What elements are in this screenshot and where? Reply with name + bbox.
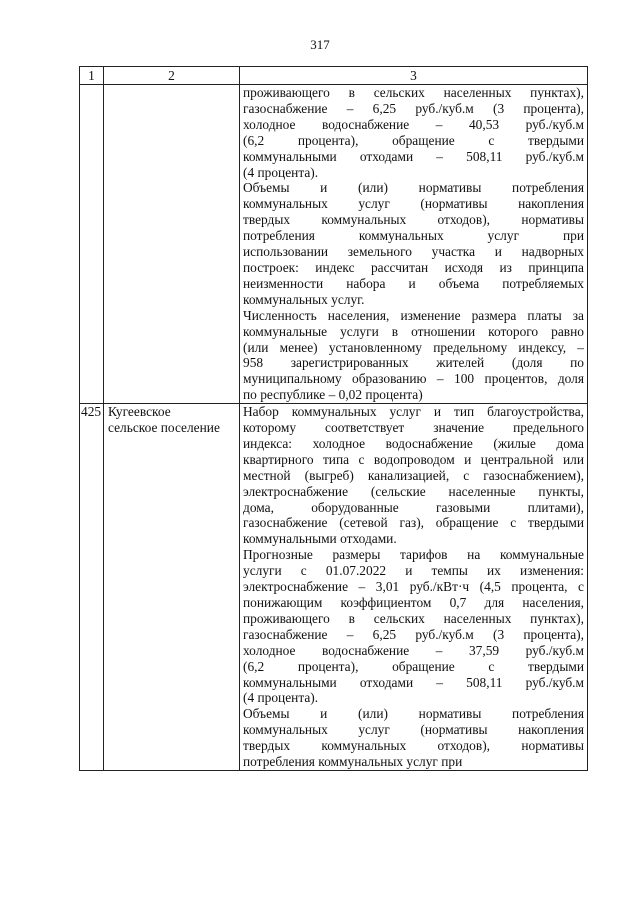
text-line: холодное водоснабжение – 37,59 руб./куб.м <box>243 642 584 658</box>
text-line: холодное водоснабжение – 40,53 руб./куб.м <box>243 116 584 132</box>
text-line: потребления коммунальных услуг при <box>243 228 584 244</box>
text-line: электроснабжение – 3,01 руб./кВт·ч (4,5 процента, с <box>243 579 584 595</box>
text-line: (или менее) установленному предельному индексу, – <box>243 339 584 355</box>
text-line: Объемы и (или) нормативы потребления <box>243 706 584 722</box>
text-line: Численность населения, изменение размера платы за <box>243 307 584 323</box>
text-line: (4 процента). <box>243 164 319 180</box>
text-line: 958 зарегистрированных жителей (доля по <box>243 355 584 371</box>
row-number-cell <box>80 85 104 404</box>
text-line: газоснабжение (сетевой газ), обращение с твердыми <box>243 515 584 531</box>
text-line: муниципальному образованию – 100 процентов, доля <box>243 371 584 387</box>
row-number-cell: 425 <box>80 404 104 771</box>
settlement-name-line: сельское поселение <box>108 420 220 436</box>
text-line: коммунальные услуги в отношении которого равно <box>243 323 584 339</box>
text-line: коммунальных услуг (нормативы накопления <box>243 722 584 738</box>
description-paragraph <box>243 308 584 403</box>
table-body <box>80 85 588 771</box>
settlement-name-cell <box>104 85 240 404</box>
column-header-3: 3 <box>240 67 588 85</box>
column-header-1: 1 <box>80 67 104 85</box>
text-line: коммунальных услуг. <box>243 291 365 307</box>
text-line: понижающим коэффициентом 0,7 для населения, <box>243 595 584 610</box>
page-number: 317 <box>310 37 330 52</box>
table-row <box>80 85 588 404</box>
text-line: построек: индекс рассчитан исходя из принципа <box>243 259 584 275</box>
text-line: проживающего в сельских населенных пунктах), <box>243 610 584 626</box>
text-line: квартирного типа с водопроводом и центральной или <box>243 451 584 467</box>
description-cell <box>240 85 588 404</box>
text-line: Набор коммунальных услуг и тип благоустройства, <box>243 404 584 420</box>
description-paragraph <box>243 547 584 706</box>
text-line: потребления коммунальных услуг при <box>243 754 463 770</box>
text-line: которому соответствует значение предельного <box>243 420 584 436</box>
description-paragraph <box>243 85 584 180</box>
document-table <box>79 66 588 771</box>
text-line: индекса: холодное водоснабжение (жилые дома <box>243 435 584 451</box>
text-line: коммунальными отходами – 508,11 руб./куб.м <box>243 148 584 164</box>
text-line: услуги с 01.07.2022 и темпы их изменения: <box>243 563 584 579</box>
description-cell <box>240 404 588 771</box>
settlement-name-cell <box>104 404 240 771</box>
table-header-row <box>80 67 588 85</box>
text-line: коммунальными отходами – 508,11 руб./куб.м <box>243 674 584 690</box>
table-row <box>80 404 588 771</box>
text-line: неизменности набора и объема потребляемых <box>243 275 584 291</box>
text-line: Объемы и (или) нормативы потребления <box>243 180 584 196</box>
column-header-2: 2 <box>104 67 240 85</box>
description-paragraph <box>243 404 584 547</box>
text-line: твердых коммунальных отходов), нормативы <box>243 738 584 754</box>
description-paragraph <box>243 180 584 307</box>
text-line: использовании земельного участка и надворных <box>243 244 584 260</box>
settlement-name-line: Кугеевское <box>108 404 171 420</box>
text-line: дома, оборудованные газовыми плитами), <box>243 499 584 515</box>
text-line: коммунальными отходами. <box>243 531 397 547</box>
text-line: газоснабжение – 6,25 руб./куб.м (3 процента), <box>243 626 584 642</box>
text-line: проживающего в сельских населенных пунктах), <box>243 85 584 100</box>
description-paragraph <box>243 706 584 770</box>
text-line: твердых коммунальных отходов), нормативы <box>243 212 584 228</box>
text-line: (4 процента). <box>243 690 319 706</box>
text-line: газоснабжение – 6,25 руб./куб.м (3 процента), <box>243 100 584 116</box>
text-line: электроснабжение (сельские населенные пункты, <box>243 483 584 499</box>
text-line: по республике – 0,02 процента) <box>243 387 423 403</box>
text-line: местной (выгреб) канализацией, с газоснабжением), <box>243 467 584 483</box>
text-line: Прогнозные размеры тарифов на коммунальные <box>243 547 584 563</box>
text-line: коммунальных услуг (нормативы накопления <box>243 196 584 212</box>
text-line: (6,2 процента), обращение с твердыми <box>243 658 584 674</box>
text-line: (6,2 процента), обращение с твердыми <box>243 132 584 148</box>
